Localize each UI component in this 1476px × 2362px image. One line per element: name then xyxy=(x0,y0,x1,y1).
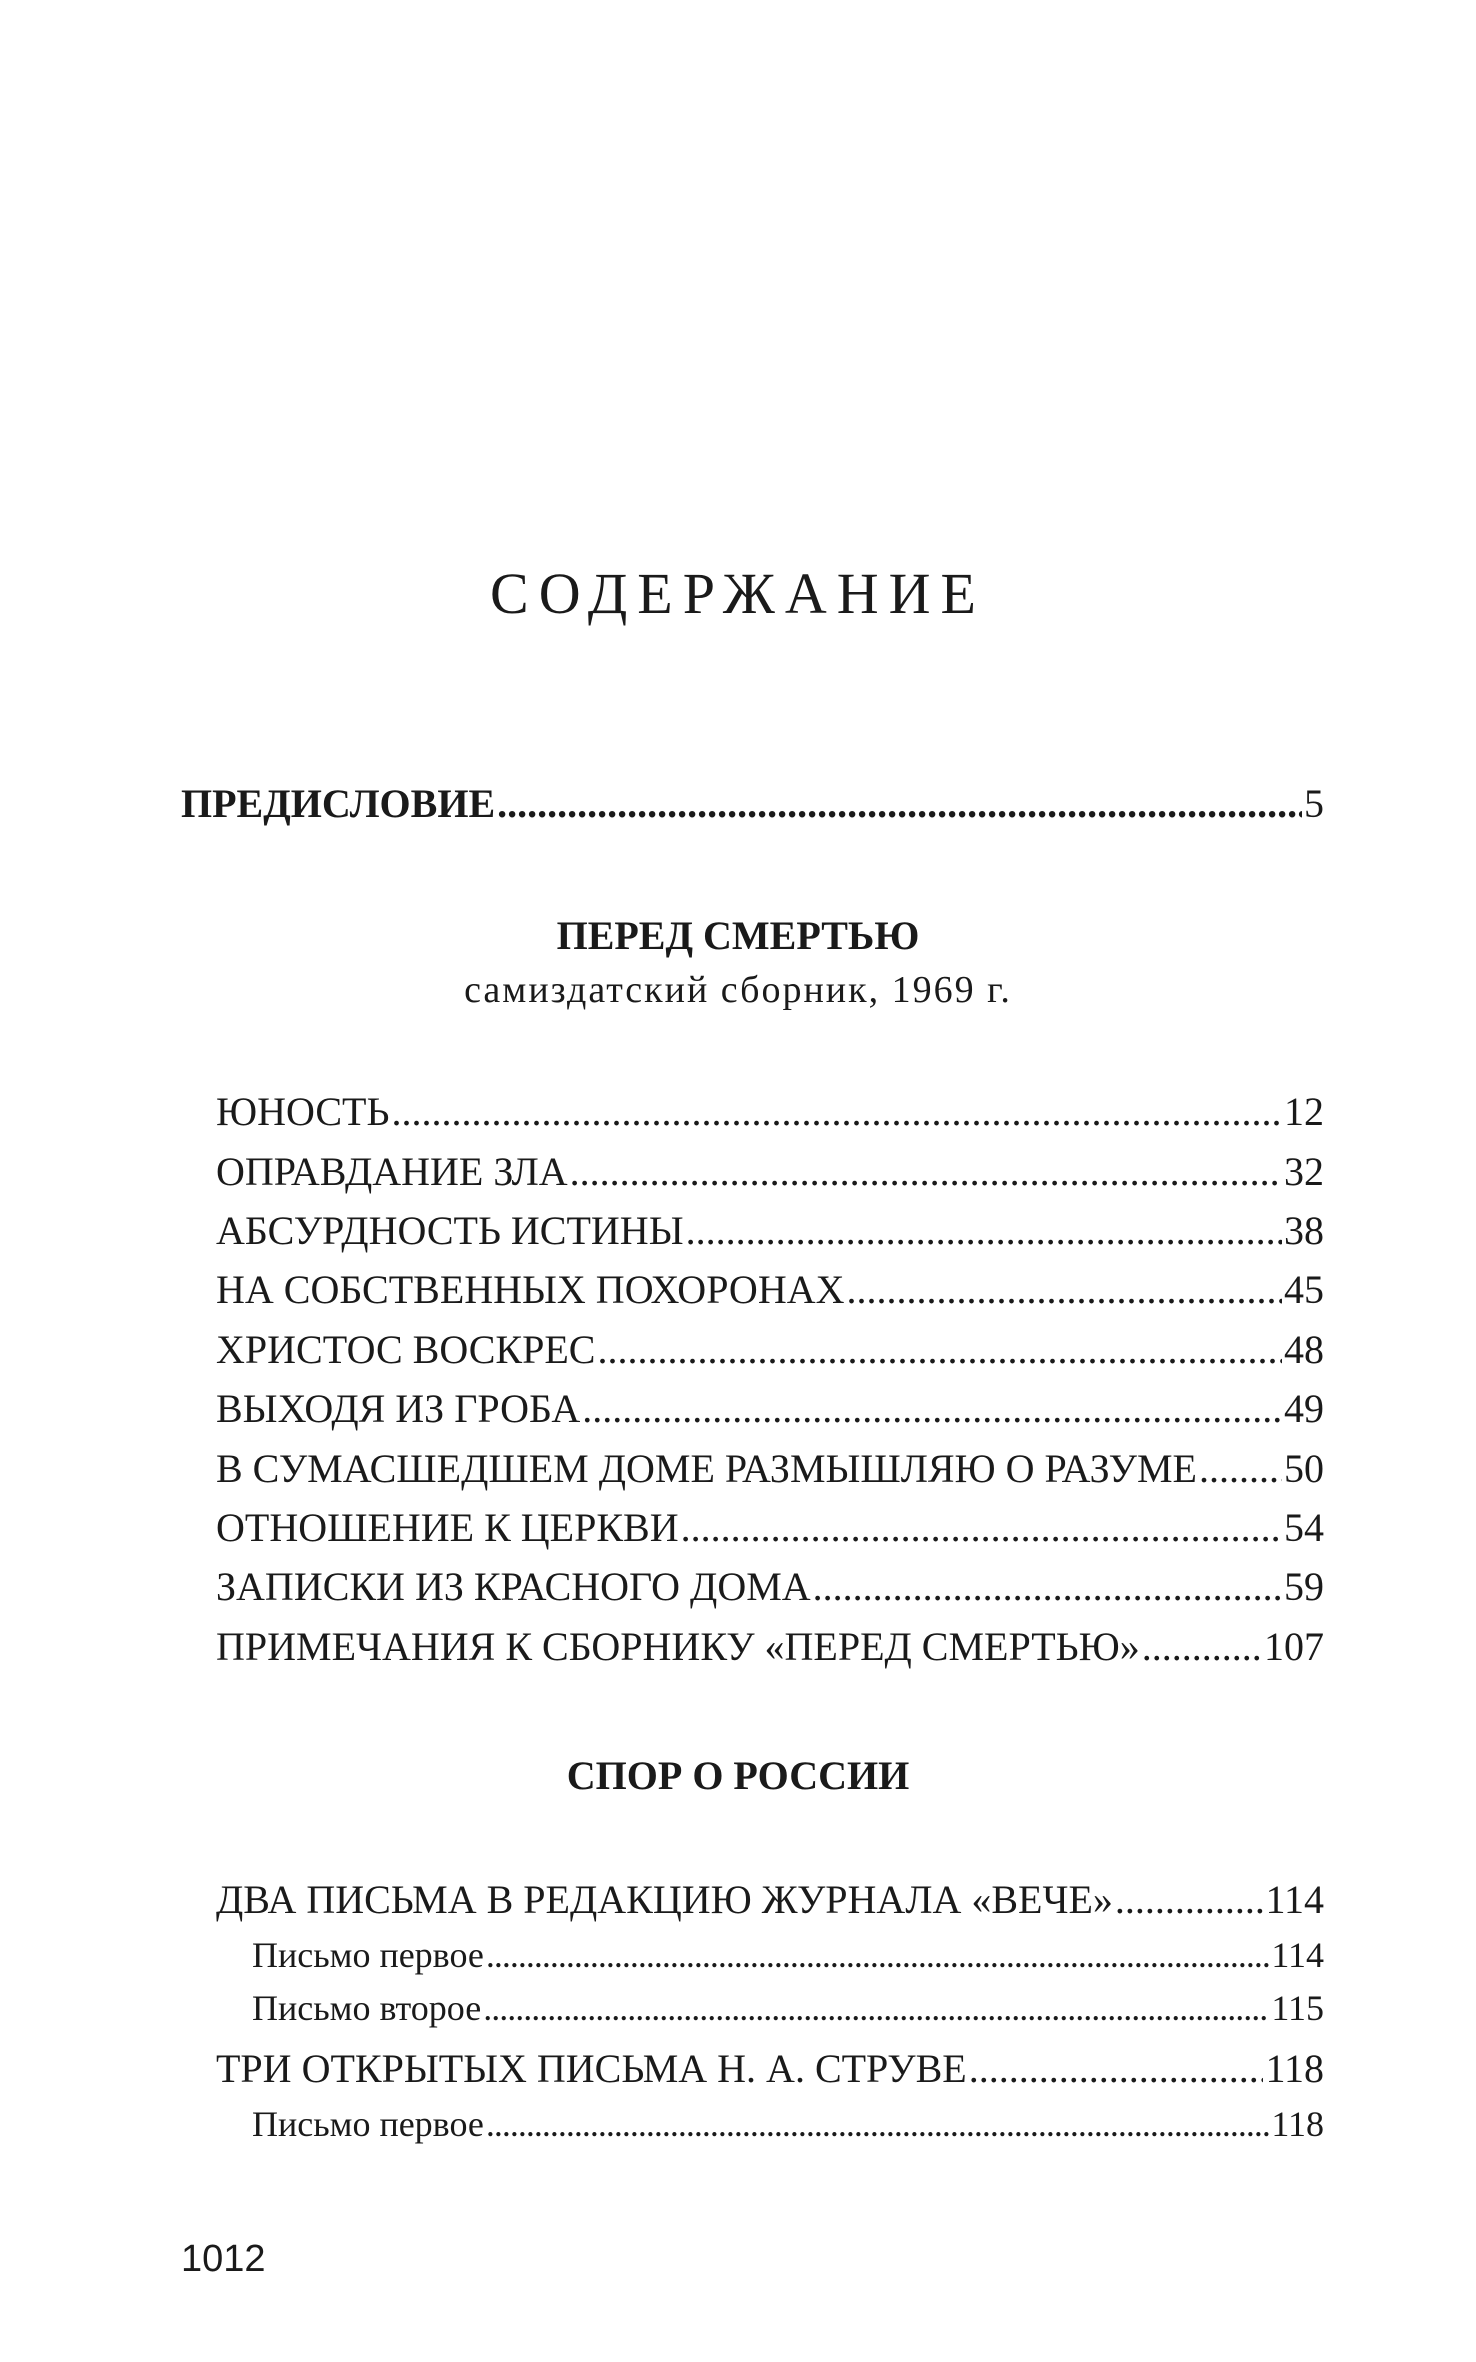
toc-entry-page: 114 xyxy=(1265,1877,1324,1922)
dot-leader xyxy=(497,780,1302,827)
toc-entry-page: 54 xyxy=(1284,1505,1324,1550)
toc-entry[interactable] xyxy=(216,1266,1324,1320)
dot-leader xyxy=(686,1207,1282,1254)
toc-subentry[interactable] xyxy=(252,1934,1324,1982)
dot-leader xyxy=(486,2103,1269,2145)
toc-entry-label: ДВА ПИСЬМА В РЕДАКЦИЮ ЖУРНАЛА «ВЕЧЕ» xyxy=(216,1877,1113,1922)
toc-entry-label: АБСУРДНОСТЬ ИСТИНЫ xyxy=(216,1208,684,1253)
toc-entry-page: 49 xyxy=(1284,1386,1324,1431)
page-number: 1012 xyxy=(181,2238,266,2280)
toc-entry-label: ОПРАВДАНИЕ ЗЛА xyxy=(216,1149,568,1194)
dot-leader xyxy=(1115,1876,1264,1923)
toc-entry-label: В СУМАСШЕДШЕМ ДОМЕ РАЗМЫШЛЯЮ О РАЗУМЕ xyxy=(216,1446,1197,1491)
toc-entry-page: 118 xyxy=(1265,2046,1324,2091)
dot-leader xyxy=(681,1504,1282,1551)
toc-entry-label: ХРИСТОС ВОСКРЕС xyxy=(216,1327,596,1372)
toc-entry-label: ВЫХОДЯ ИЗ ГРОБА xyxy=(216,1386,581,1431)
toc-entry-page: 5 xyxy=(1304,781,1324,826)
dot-leader xyxy=(1142,1623,1262,1670)
dot-leader xyxy=(597,1326,1282,1373)
toc-entry[interactable] xyxy=(216,1563,1324,1617)
toc-entry[interactable] xyxy=(216,1876,1324,1930)
toc-entry-page: 12 xyxy=(1284,1089,1324,1134)
dot-leader xyxy=(846,1266,1282,1313)
toc-entry-label: ЗАПИСКИ ИЗ КРАСНОГО ДОМА xyxy=(216,1564,811,1609)
dot-leader xyxy=(391,1088,1282,1135)
toc-entry-label: Письмо второе xyxy=(252,1988,482,2028)
toc-entry-page: 59 xyxy=(1284,1564,1324,1609)
toc-entry[interactable] xyxy=(216,1504,1324,1558)
dot-leader xyxy=(483,1987,1269,2029)
toc-entry-label: ОТНОШЕНИЕ К ЦЕРКВИ xyxy=(216,1505,679,1550)
section-heading: СПОР О РОССИИ xyxy=(566,1753,910,1798)
toc-entry-label: ПРЕДИСЛОВИЕ xyxy=(181,781,496,826)
toc-entry-page: 50 xyxy=(1284,1446,1324,1491)
page-title: СОДЕРЖАНИЕ xyxy=(490,561,986,626)
section-heading: ПЕРЕД СМЕРТЬЮ xyxy=(556,913,920,958)
toc-entry-label: Письмо первое xyxy=(252,1935,484,1975)
toc-entry-preface[interactable] xyxy=(181,780,1324,827)
toc-entry[interactable] xyxy=(216,1326,1324,1380)
toc-entry-page: 32 xyxy=(1284,1149,1324,1194)
toc-entry[interactable] xyxy=(216,1623,1324,1677)
toc-entry[interactable] xyxy=(216,1445,1324,1499)
toc-entry-label: НА СОБСТВЕННЫХ ПОХОРОНАХ xyxy=(216,1267,845,1312)
toc-entry-label: ТРИ ОТКРЫТЫХ ПИСЬМА Н. А. СТРУВЕ xyxy=(216,2046,967,2091)
toc-entry[interactable] xyxy=(216,2045,1324,2099)
dot-leader xyxy=(570,1148,1282,1195)
toc-entry[interactable] xyxy=(216,1088,1324,1142)
toc-entry-page: 38 xyxy=(1284,1208,1324,1253)
toc-entry-page: 107 xyxy=(1264,1624,1324,1669)
dot-leader xyxy=(813,1563,1282,1610)
toc-entry[interactable] xyxy=(216,1207,1324,1261)
toc-entry-label: Письмо первое xyxy=(252,2104,484,2144)
toc-entry[interactable] xyxy=(216,1385,1324,1439)
section-subtitle: самиздатский сборник, 1969 г. xyxy=(464,969,1012,1011)
toc-entry-label: ПРИМЕЧАНИЯ К СБОРНИКУ «ПЕРЕД СМЕРТЬЮ» xyxy=(216,1624,1140,1669)
toc-entry[interactable] xyxy=(216,1148,1324,1202)
toc-entry-label: ЮНОСТЬ xyxy=(216,1089,390,1134)
dot-leader xyxy=(969,2045,1264,2092)
toc-entry-page: 114 xyxy=(1271,1935,1324,1975)
dot-leader xyxy=(1199,1445,1282,1492)
toc-entry-page: 48 xyxy=(1284,1327,1324,1372)
toc-subentry[interactable] xyxy=(252,2103,1324,2151)
toc-entry-page: 118 xyxy=(1271,2104,1324,2144)
dot-leader xyxy=(582,1385,1282,1432)
toc-entry-page: 45 xyxy=(1284,1267,1324,1312)
toc-subentry[interactable] xyxy=(252,1987,1324,2035)
dot-leader xyxy=(486,1934,1269,1976)
toc-entry-page: 115 xyxy=(1271,1988,1324,2028)
